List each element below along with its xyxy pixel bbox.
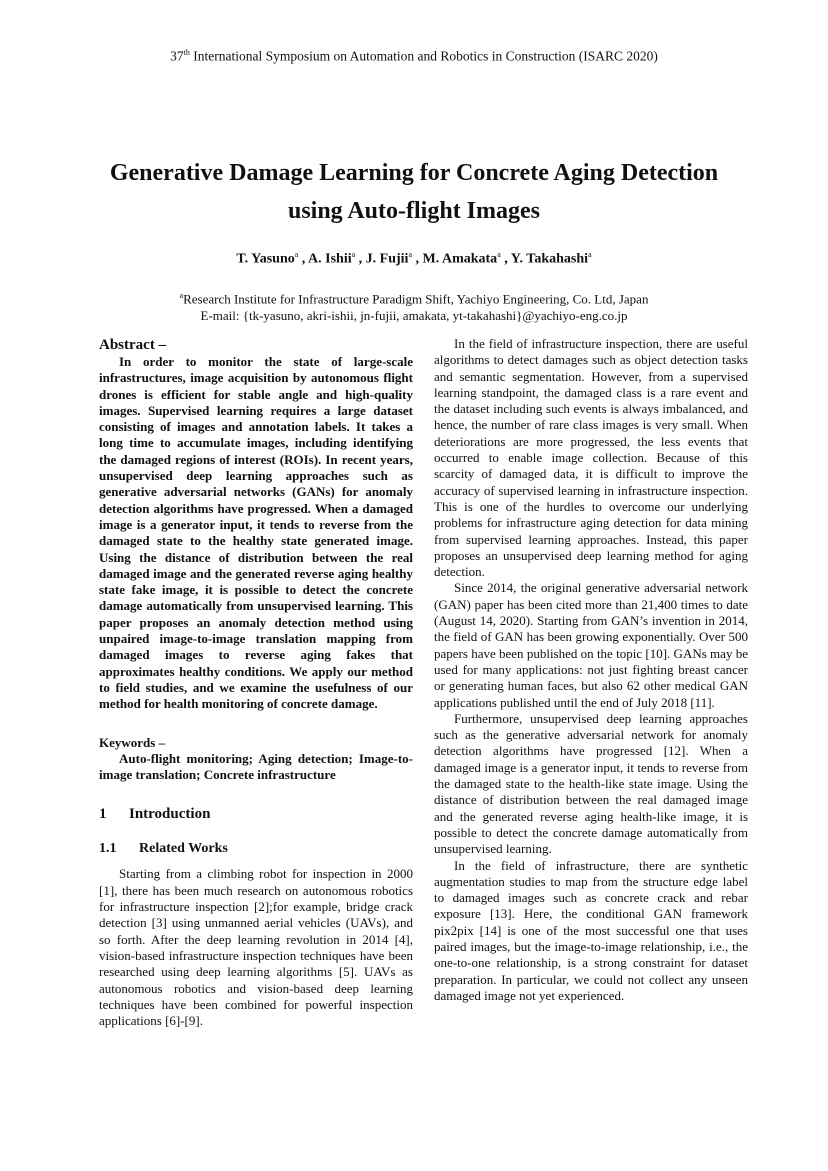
author-name: A. Ishii <box>308 251 352 267</box>
body-paragraph: Since 2014, the original generative adversarial network (GAN) paper has been cited more than 21,400 times to date (August 14, 2020). Starting from GAN’s invention in 2014, the field of GAN has been growing exponentially. Over 500 papers have been published on the topic [10]. GANs may be used for many applications: not just fighting breast cancer or generating human faces, but also 62 other medical GAN applications published until the end of July 2018 [11]. <box>434 580 748 710</box>
author-affil-mark: a <box>294 250 299 259</box>
author-affil-mark: a <box>588 250 592 259</box>
conference-header <box>0 48 828 65</box>
conference-name: International Symposium on Automation and Robotics in Construction (ISARC 2020) <box>189 48 658 64</box>
affiliation-block <box>0 287 828 324</box>
paper-title <box>60 154 768 230</box>
abstract-text: In order to monitor the state of large-scale infrastructures, image acquisition by autonomous flight drones is efficient for stable angle and high-quality images. Supervised learning requires a large dataset consisting of images and annotation labels. It takes a long time to accumulate images, including identifying the damaged regions of interest (ROIs). In recent years, unsupervised deep learning approaches such as generative adversarial networks (GANs) for anomaly detection algorithms have progressed. When a damaged image is a generator input, it tends to reverse from the damaged state to the healthy state generated image. Using the distance of distribution between the real damaged image and the generated reverse aging healthy state fake image, it is possible to detect the concrete damage automatically from unsupervised learning. This paper proposes an anomaly detection method using unpaired image-to-image translation mapping from damaged images to reverse aging fakes that approximates healthy conditions. We apply our method to field studies, and we examine the usefulness of our method for health monitoring of concrete damage. <box>99 354 413 712</box>
author-affil-mark: a <box>351 250 356 259</box>
keywords-heading: Keywords – <box>99 734 166 750</box>
affiliation-text: Research Institute for Infrastructure Paradigm Shift, Yachiyo Engineering, Co. Ltd, Japan <box>183 291 649 307</box>
affiliation-mark: a <box>179 291 184 300</box>
keywords-text: Auto-flight monitoring; Aging detection; Image-to-image translation; Concrete infrastructure <box>99 750 413 783</box>
body-paragraph: In the field of infrastructure inspection, there are useful algorithms to detect damages such as object detection tasks and semantic segmentation. However, from a supervised learning standpoint, the damaged class is a rare event and the dataset including such events is always imbalanced, and hence, the number of rare class images is very small. When deteriorations are more progressed, the less events that occurred to enable image collection. Because of this scarcity of damaged data, it is difficult to improve the accuracy of supervised learning in infrastructure inspection. This is one of the hurdles to overcome our underlying problems for infrastructure aging detection for data mining from supervised learning approaches. Instead, this paper proposes an unsupervised deep learning method for aging detection. <box>434 336 748 580</box>
email-line: E-mail: {tk-yasuno, akri-ishii, jn-fujii, amakata, yt-takahashi}@yachiyo-eng.co.jp <box>200 308 628 324</box>
paper-title-line-1: Generative Damage Learning for Concrete Aging Detection <box>109 160 719 186</box>
body-paragraph: Starting from a climbing robot for inspection in 2000 [1], there has been much research on autonomous robotics for infrastructure inspection [2];for example, bridge crack detection [3] using unmanned aerial vehicles (UAVs), and so forth. After the deep learning revolution in 2014 [4], vision-based infrastructure inspection techniques have been researched using deep learning algorithms [5]. UAVs as autonomous robotics and vision-based deep learning techniques have been combined for powerful inspection applications [6]-[9]. <box>99 866 413 1029</box>
author-affil-mark: a <box>497 250 501 259</box>
affiliation-line <box>0 287 828 307</box>
conference-ordinal: th <box>183 48 190 57</box>
left-column <box>99 336 413 1029</box>
section-title: Introduction <box>129 806 211 823</box>
subsection-heading-related-works <box>99 840 413 858</box>
body-paragraph: In the field of infrastructure, there are synthetic augmentation studies to map from the structure edge label to damaged images such as concrete crack and rebar exposure [13]. Here, the conditional GAN framework pix2pix [14] is one of the most successful one that uses paired images, but the image-to-image relationship, i.e., the one-to-one relationship, is a strong constraint for dataset preparation. In particular, we could not collect any unseen damaged image not yet experienced. <box>434 857 748 1003</box>
author-name: T. Yasuno <box>236 251 295 267</box>
author-name: M. Amakata <box>422 251 498 267</box>
author-name: Y. Takahashi <box>510 251 589 267</box>
author-name: J. Fujii <box>365 251 409 267</box>
section-number: 1 <box>99 806 107 823</box>
author-list: T. Yasuno$^a$ , A. Ishii$^a$ , J. Fujii$^a$ , M. Amakata$^a$ , Y. Takahashi$^a$ <box>236 250 592 267</box>
subsection-number: 1.1 <box>99 841 117 857</box>
subsection-title: Related Works <box>139 841 228 857</box>
right-column <box>434 336 748 1004</box>
paper-title-line-2: using Auto-flight Images <box>287 198 541 224</box>
author-affil-mark: a <box>408 250 413 259</box>
body-paragraph: Furthermore, unsupervised deep learning approaches such as the generative adversarial network for anomaly detection algorithms have progressed [12]. When a damaged image is a generator input, it tends to reverse from the damaged state to the health-like state image. Using the distance of distribution between the real damaged image and the generated reverse aging health-like image, it is possible to detect the concrete damage automatically from unsupervised learning. <box>434 710 748 857</box>
section-heading-introduction <box>99 805 413 823</box>
abstract-heading: Abstract – <box>99 337 167 353</box>
conference-number: 37 <box>170 48 184 64</box>
